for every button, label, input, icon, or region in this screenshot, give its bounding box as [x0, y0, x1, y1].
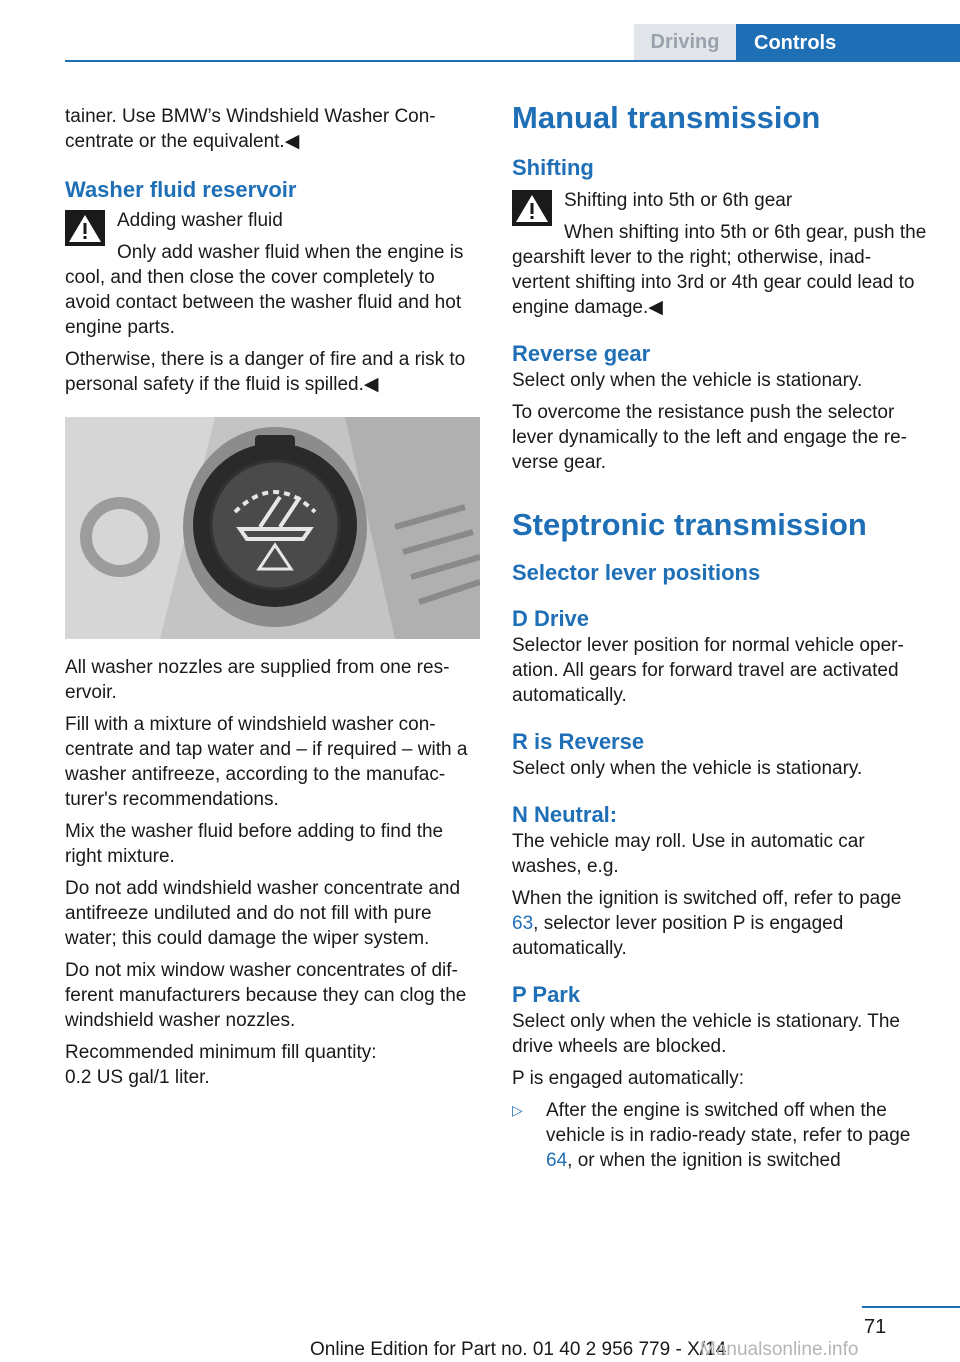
- heading-r-reverse: R is Reverse: [512, 729, 645, 754]
- n-text-2: When the ignition is switched off, refer to page 63, selector lever position P is engaged automatically.: [512, 888, 902, 959]
- heading-shifting: Shifting: [512, 155, 594, 180]
- page-link-64[interactable]: 64: [546, 1150, 568, 1171]
- warning-icon: [65, 210, 105, 246]
- washer-cap-illustration: [65, 417, 480, 639]
- header-rule: [65, 60, 960, 62]
- tab-controls[interactable]: Controls: [736, 24, 960, 62]
- p-text-2: P is engaged automatically:: [512, 1068, 745, 1089]
- heading-d-drive: D Drive: [512, 606, 590, 631]
- triangle-bullet-icon: ▷: [512, 1102, 523, 1118]
- para-fill-mixture: Fill with a mixture of windshield washer con‐centrate and tap water and – if required – with a washer antifreeze, according to the manufac‐turer's recommendations.: [65, 714, 468, 810]
- page-header: [0, 24, 960, 62]
- heading-manual-transmission: Manual transmission: [512, 100, 821, 135]
- para-undiluted: Do not add windshield washer concentrate and antifreeze undiluted and do not fill with pure water; this could damage the wiper system.: [65, 878, 461, 949]
- reverse-text: Select only when the vehicle is stationary.: [512, 370, 863, 391]
- r-text: Select only when the vehicle is stationary.: [512, 758, 863, 779]
- footer-edition: Online Edition for Part no. 01 40 2 956 779 - X/14: [310, 1339, 727, 1360]
- warning-title: Adding washer fluid: [117, 210, 283, 231]
- footer-rule: [862, 1306, 960, 1308]
- watermark: Manualsonline.info: [700, 1339, 859, 1360]
- heading-n-neutral: N Neutral:: [512, 802, 618, 827]
- warning-text: Only add washer fluid when the engine is cool, and then close the cover completely to avoid contact between the washer fluid and hot engine parts.: [65, 242, 464, 338]
- para-fill-quantity-label: Recommended minimum fill quantity:: [65, 1042, 377, 1063]
- right-column: [512, 100, 928, 1173]
- page-number: 71: [864, 1316, 887, 1338]
- left-column: [65, 104, 480, 1097]
- drive-text: Selector lever position for normal vehicle oper‐ation. All gears for forward travel are activated automatically.: [512, 635, 904, 706]
- para-manufacturers: Do not mix window washer concentrates of dif‐ferent manufacturers because they can clog the windshield washer nozzles.: [65, 960, 467, 1031]
- heading-p-park: P Park: [512, 982, 581, 1007]
- intro-text: tainer. Use BMW’s Windshield Washer Con‐centrate or the equivalent.◀: [65, 106, 436, 152]
- p-text: Select only when the vehicle is stationary. The drive wheels are blocked.: [512, 1011, 900, 1057]
- warning-icon: [512, 190, 552, 226]
- washer-reservoir-photo: [65, 417, 480, 639]
- warning-text-2: Otherwise, there is a danger of fire and a risk to personal safety if the fluid is spilled.◀: [65, 349, 466, 395]
- list-item: [512, 1098, 928, 1173]
- warning-title-shifting: Shifting into 5th or 6th gear: [564, 190, 793, 211]
- warning-block-shifting: [512, 188, 928, 320]
- warning-text-shifting: When shifting into 5th or 6th gear, push the gearshift lever to the right; otherwise, inad‐vertent shifting into 3rd or 4th gear could lead to engine damage.◀: [512, 222, 927, 318]
- reverse-text-2: To overcome the resistance push the selector lever dynamically to the left and engage the re‐verse gear.: [512, 402, 908, 473]
- n-text: The vehicle may roll. Use in automatic car washes, e.g.: [512, 831, 865, 877]
- tab-driving[interactable]: Driving: [634, 24, 736, 60]
- heading-selector-positions: Selector lever positions: [512, 560, 761, 585]
- page-link-63[interactable]: 63: [512, 913, 534, 934]
- warning-block: [65, 208, 480, 397]
- para-mix: Mix the washer fluid before adding to find the right mixture.: [65, 821, 444, 867]
- para-fill-quantity-value: 0.2 US gal/1 liter.: [65, 1067, 210, 1088]
- bullet-text: After the engine is switched off when the vehicle is in radio-ready state, refer to page 64, or when the ignition is switched: [546, 1100, 911, 1171]
- heading-steptronic: Steptronic transmission: [512, 507, 867, 542]
- para-nozzles: All washer nozzles are supplied from one res‐ervoir.: [65, 657, 450, 703]
- heading-washer-reservoir: Washer fluid reservoir: [65, 177, 297, 202]
- heading-reverse-gear: Reverse gear: [512, 341, 651, 366]
